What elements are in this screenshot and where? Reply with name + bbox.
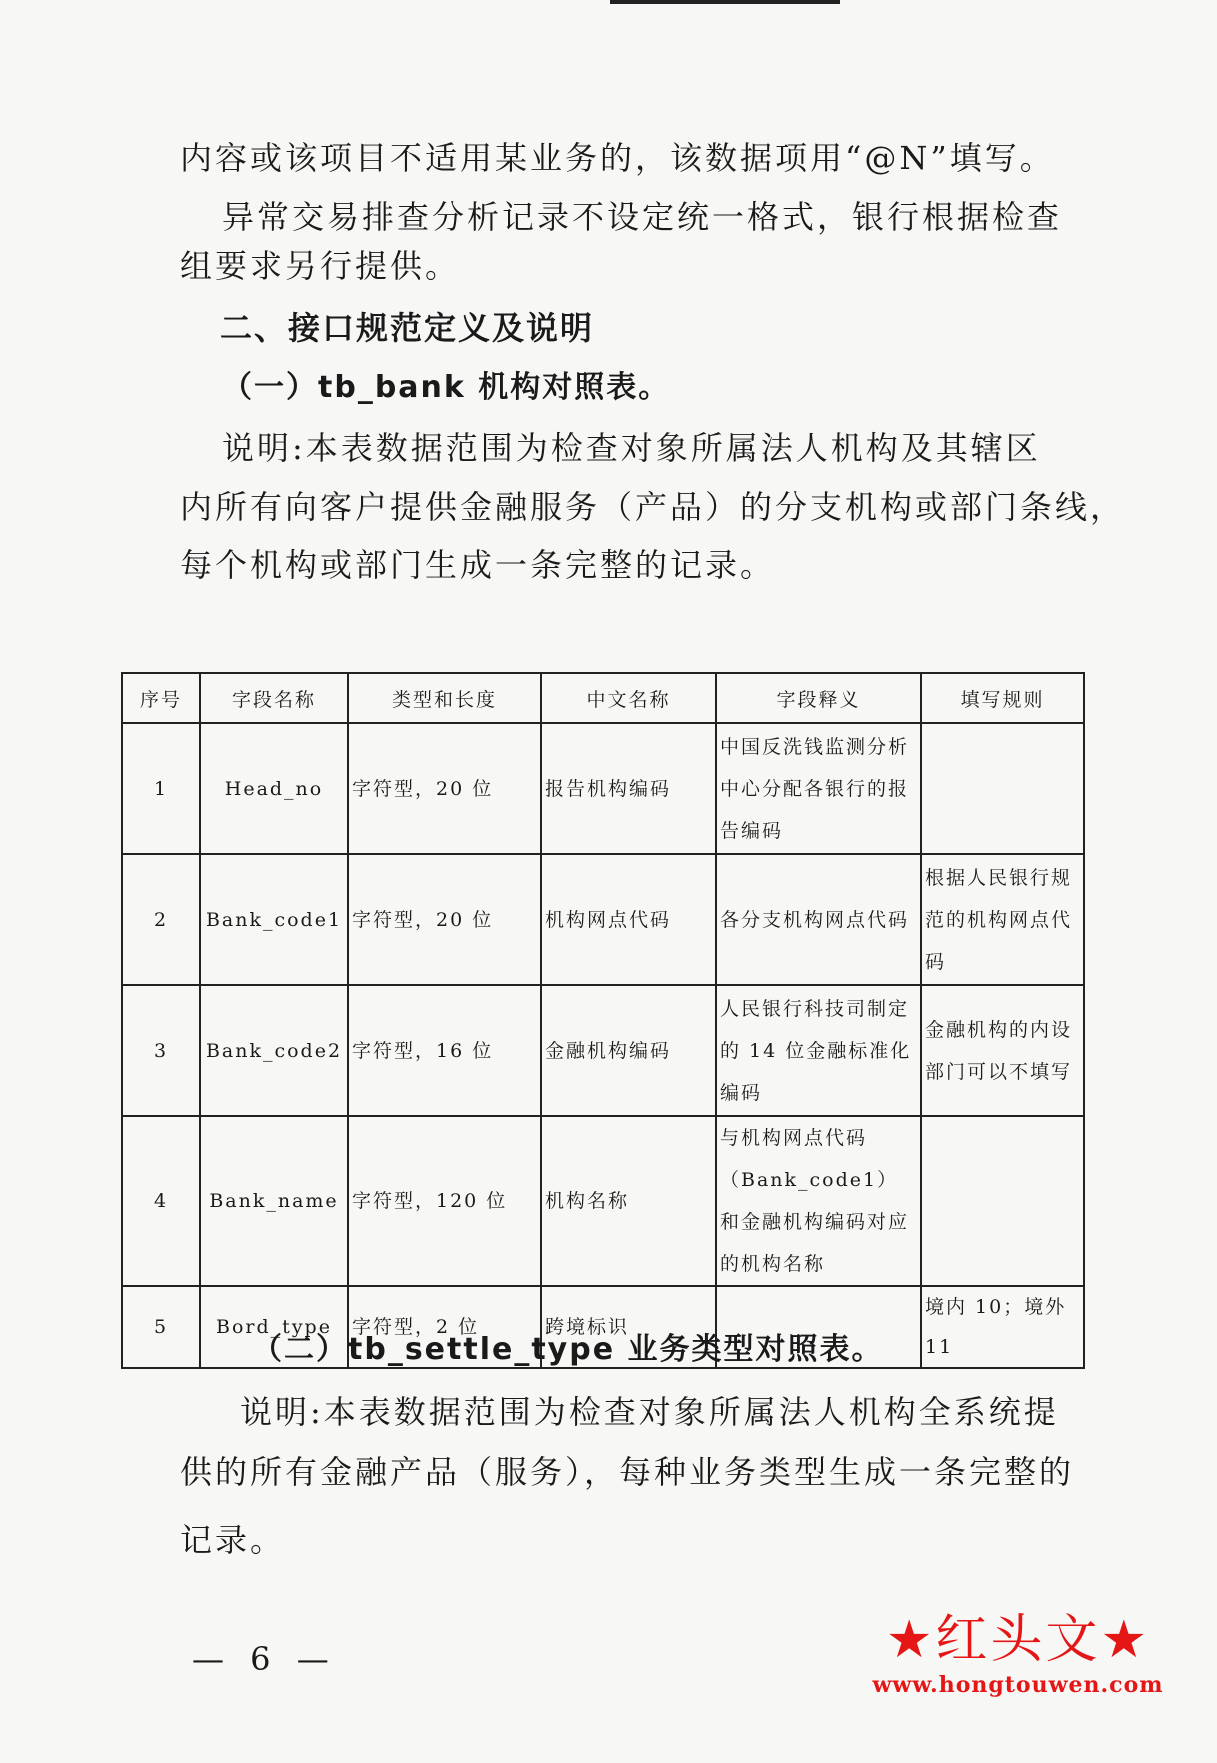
subheading-tb-bank: （一）tb_bank 机构对照表。 <box>222 370 671 405</box>
paragraph-fill-rule: 内容或该项目不适用某业务的，该数据项用“@N”填写。 <box>180 139 1055 177</box>
paragraph-tb-bank-note-line3: 每个机构或部门生成一条完整的记录。 <box>180 546 776 584</box>
cell-fill-rule: 境内 10；境外 11 <box>921 1286 1084 1368</box>
cell-seq: 5 <box>122 1286 200 1368</box>
star-icon: ★ <box>885 1610 936 1670</box>
cell-field-meaning: 人民银行科技司制定的 14 位金融标准化编码 <box>716 985 921 1116</box>
cell-chinese-name: 跨境标识 <box>541 1286 716 1368</box>
paragraph-settle-type-note-line2: 供的所有金融产品（服务），每种业务类型生成一条完整的 <box>180 1453 1075 1491</box>
cell-seq: 1 <box>122 723 200 854</box>
cell-type-length: 字符型，20 位 <box>348 723 541 854</box>
table-row <box>122 854 1084 985</box>
cell-seq: 3 <box>122 985 200 1116</box>
cell-field-meaning: 与机构网点代码（Bank_code1）和金融机构编码对应的机构名称 <box>716 1116 921 1286</box>
cell-field-name: Bank_code1 <box>200 854 348 985</box>
cell-field-name: Bank_code2 <box>200 985 348 1116</box>
cell-fill-rule <box>921 723 1084 854</box>
cell-chinese-name: 报告机构编码 <box>541 723 716 854</box>
cell-field-name: Bank_name <box>200 1116 348 1286</box>
cell-fill-rule: 根据人民银行规范的机构网点代码 <box>921 854 1084 985</box>
cell-field-meaning: 各分支机构网点代码 <box>716 854 921 985</box>
cell-seq: 4 <box>122 1116 200 1286</box>
cell-chinese-name: 机构网点代码 <box>541 854 716 985</box>
watermark-url: www.hongtouwen.com <box>872 1672 1164 1698</box>
paragraph-settle-type-note-line1: 说明:本表数据范围为检查对象所属法人机构全系统提 <box>240 1393 1059 1431</box>
cell-fill-rule: 金融机构的内设部门可以不填写 <box>921 985 1084 1116</box>
cell-type-length: 字符型，2 位 <box>348 1286 541 1368</box>
cell-type-length: 字符型，16 位 <box>348 985 541 1116</box>
table-row <box>122 723 1084 854</box>
header-type-length: 类型和长度 <box>348 673 541 723</box>
header-chinese-name: 中文名称 <box>541 673 716 723</box>
cell-chinese-name: 机构名称 <box>541 1116 716 1286</box>
page-number: — 6 — <box>192 1640 337 1678</box>
cell-fill-rule <box>921 1116 1084 1286</box>
paragraph-tb-bank-note-line2: 内所有向客户提供金融服务（产品）的分支机构或部门条线， <box>180 488 1126 526</box>
top-edge-mark <box>610 0 840 4</box>
header-seq: 序号 <box>122 673 200 723</box>
header-field-meaning: 字段释义 <box>716 673 921 723</box>
cell-field-name: Head_no <box>200 723 348 854</box>
cell-field-meaning: 中国反洗钱监测分析中心分配各银行的报告编码 <box>716 723 921 854</box>
table-row <box>122 1116 1084 1286</box>
paragraph-abnormal-trade-line2: 组要求另行提供。 <box>180 247 461 285</box>
paragraph-settle-type-note-line3: 记录。 <box>180 1521 286 1559</box>
table-header-row <box>122 673 1084 723</box>
cell-type-length: 字符型，20 位 <box>348 854 541 985</box>
cell-chinese-name: 金融机构编码 <box>541 985 716 1116</box>
cell-type-length: 字符型，120 位 <box>348 1116 541 1286</box>
star-icon: ★ <box>1100 1610 1151 1670</box>
paragraph-tb-bank-note-line1: 说明:本表数据范围为检查对象所属法人机构及其辖区 <box>222 429 1041 467</box>
cell-seq: 2 <box>122 854 200 985</box>
header-fill-rule: 填写规则 <box>921 673 1084 723</box>
watermark-title: 红头文 <box>935 1610 1101 1670</box>
watermark-logo <box>838 1608 1198 1698</box>
cell-field-name: Bord_type <box>200 1286 348 1368</box>
tb-bank-field-table <box>121 672 1085 1369</box>
table-row <box>122 985 1084 1116</box>
paragraph-abnormal-trade-line1: 异常交易排查分析记录不设定统一格式，银行根据检查 <box>222 198 1063 236</box>
section-heading-interface-spec: 二、接口规范定义及说明 <box>220 309 595 347</box>
subheading-tb-settle-type: （二）tb_settle_type 业务类型对照表。 <box>252 1332 884 1367</box>
header-field-name: 字段名称 <box>200 673 348 723</box>
